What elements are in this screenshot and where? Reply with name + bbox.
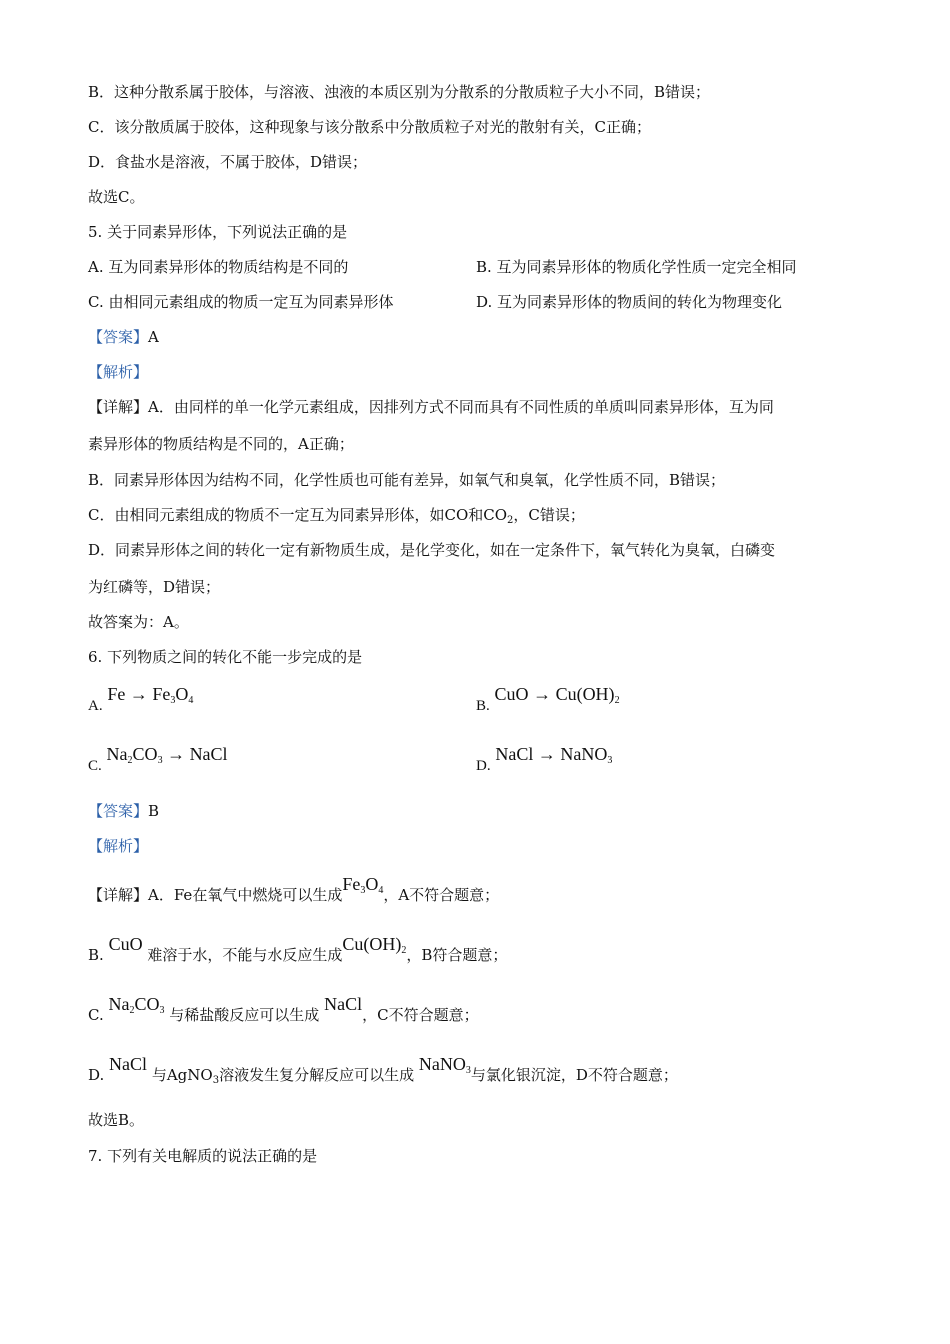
detail-tag: 【详解】 — [88, 398, 149, 416]
explain-line-b: B．这种分散系属于胶体，与溶液、浊液的本质区别为分散系的分散质粒子大小不同，B错误； — [88, 83, 711, 101]
question-6: 6. 下列物质之间的转化不能一步完成的是 — [88, 648, 363, 666]
formula-na2co3: $Na_2CO_3$ — [108, 994, 165, 1016]
option-label: B. — [88, 946, 104, 964]
detail-text: 难溶于水，不能与水反应生成 — [147, 946, 343, 964]
option-label: C. — [88, 1006, 104, 1024]
q5-option-a: A. 互为同素异形体的物质结构是不同的 — [88, 258, 349, 276]
detail-6-d — [88, 1054, 678, 1086]
answer-6 — [88, 801, 159, 821]
detail-text: C．由相同元素组成的物质不一定互为同素异形体，如CO和CO — [88, 506, 508, 524]
conclusion-5: 故答案为：A。 — [88, 613, 189, 631]
detail-text: ，B符合题意； — [406, 946, 508, 964]
formula-nano3: NaNO$_3$ — [418, 1054, 471, 1076]
option-label: A. — [88, 698, 103, 714]
answer-value: B — [148, 802, 160, 820]
formula-cuo-to-cuoh2: CuO → $Cu(OH)_2$ — [494, 684, 620, 706]
subscript: 2 — [507, 515, 514, 526]
q5-option-b: B. 互为同素异形体的物质化学性质一定完全相同 — [476, 258, 797, 276]
detail-6-a — [88, 874, 500, 905]
option-label: D. — [476, 758, 491, 774]
analysis-tag-6: 【解析】 — [88, 837, 149, 855]
explain-line-c: C．该分散质属于胶体，这种现象与该分散系中分散质粒子对光的散射有关，C正确； — [88, 118, 651, 136]
conclusion-6: 故选B。 — [88, 1111, 145, 1129]
detail-5-d-line1: D．同素异形体之间的转化一定有新物质生成，是化学变化，如在一定条件下，氧气转化为臭氧，白磷变 — [88, 541, 776, 559]
detail-5-d-line2: 为红磷等，D错误； — [88, 578, 221, 596]
q5-option-d: D. 互为同素异形体的物质间的转化为物理变化 — [476, 293, 783, 311]
answer-value: A — [148, 328, 159, 346]
question-7: 7. 下列有关电解质的说法正确的是 — [88, 1147, 318, 1165]
formula-na2co3-to-nacl: $Na_2CO_3$ → NaCl — [106, 744, 228, 766]
subscript: 3 — [212, 1075, 220, 1086]
conclusion-4: 故选C。 — [88, 188, 145, 206]
detail-text: ，C不符合题意； — [362, 1006, 479, 1024]
detail-text: ，A不符合题意； — [383, 886, 500, 904]
detail-text: 与AgNO — [151, 1066, 213, 1084]
q5-option-c: C. 由相同元素组成的物质一定互为同素异形体 — [88, 293, 394, 311]
q6-option-a — [88, 684, 194, 716]
detail-text: 与稀盐酸反应可以生成 — [169, 1006, 320, 1024]
answer-5 — [88, 327, 159, 347]
analysis-tag-5: 【解析】 — [88, 363, 149, 381]
detail-5-c — [88, 505, 585, 525]
q6-option-b — [476, 684, 620, 716]
detail-5-a-line1 — [88, 397, 774, 417]
detail-text: ，C错误； — [513, 506, 585, 524]
q6-option-d — [476, 744, 613, 776]
detail-tag: 【详解】 — [88, 886, 149, 904]
detail-text: A．由同样的单一化学元素组成，因排列方式不同而具有不同性质的单质叫同素异形体，互为同 — [148, 398, 774, 416]
detail-5-b: B．同素异形体因为结构不同，化学性质也可能有差异，如氧气和臭氧，化学性质不同，B错误； — [88, 471, 726, 489]
option-label: B. — [476, 698, 490, 714]
formula-fe-to-fe3o4: $Fe \to Fe_3O_4$ — [107, 684, 194, 706]
option-label: C. — [88, 758, 102, 774]
formula-nacl-to-nano3: NaCl → NaNO$_3$ — [495, 744, 613, 766]
answer-tag: 【答案】 — [88, 328, 149, 346]
option-label: D. — [88, 1066, 105, 1084]
question-5: 5. 关于同素异形体，下列说法正确的是 — [88, 223, 348, 241]
formula-cuo: CuO — [108, 934, 143, 954]
detail-6-c — [88, 994, 479, 1025]
detail-5-a-line2: 素异形体的物质结构是不同的，A正确； — [88, 435, 354, 453]
answer-tag: 【答案】 — [88, 802, 149, 820]
detail-text: A．Fe在氧气中燃烧可以生成 — [148, 886, 343, 904]
formula-nacl: NaCl — [324, 994, 363, 1014]
q6-option-c — [88, 744, 228, 776]
detail-text: 与氯化银沉淀，D不符合题意； — [470, 1066, 678, 1084]
formula-cuoh2: $Cu(OH)_2$ — [342, 934, 407, 956]
explain-line-d: D．食盐水是溶液，不属于胶体，D错误； — [88, 153, 368, 171]
detail-text: 溶液发生复分解反应可以生成 — [219, 1066, 415, 1084]
formula-fe3o4: $Fe_3O_4$ — [342, 874, 384, 896]
formula-nacl: NaCl — [109, 1054, 148, 1074]
detail-6-b — [88, 934, 508, 965]
